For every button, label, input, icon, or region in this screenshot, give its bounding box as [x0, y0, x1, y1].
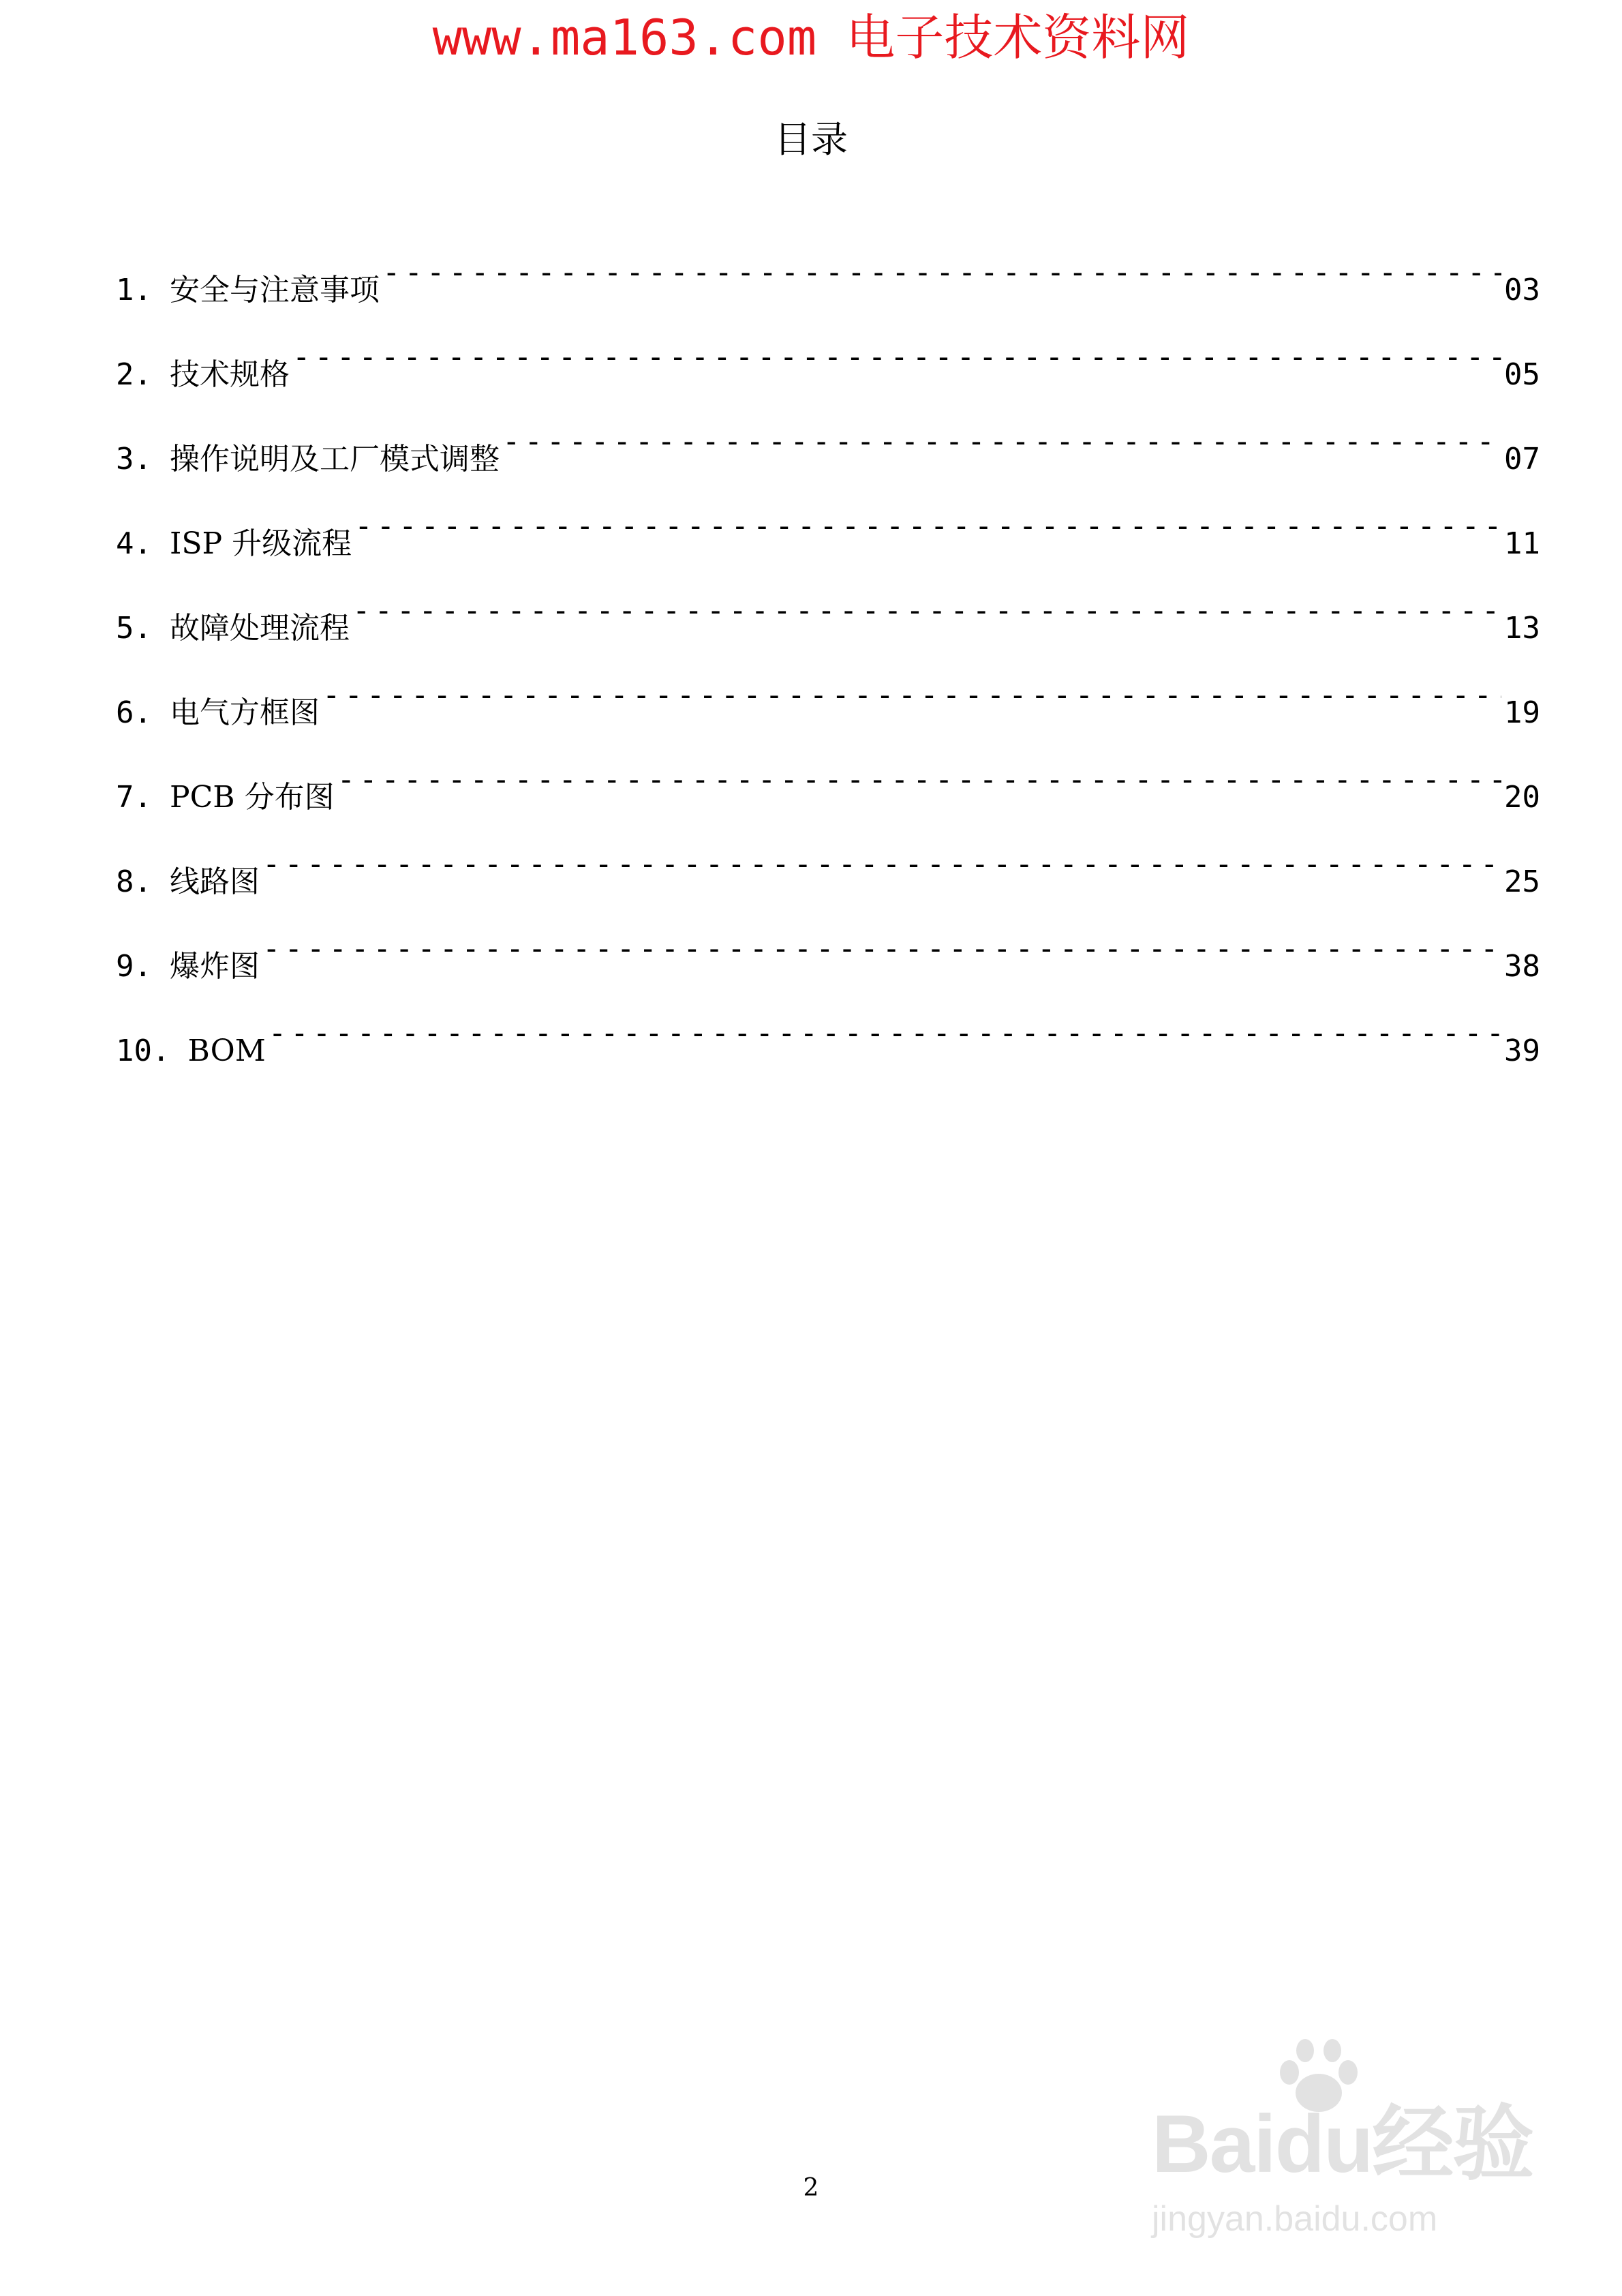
toc-entry[interactable]	[116, 330, 1540, 414]
toc-entry-label: 爆炸图	[169, 949, 260, 984]
watermark	[1138, 2038, 1574, 2243]
toc-dot-leader	[502, 414, 1501, 469]
toc-entry-label: 技术规格	[169, 357, 290, 392]
toc-entry-page: 39	[1504, 1033, 1540, 1068]
toc-dot-leader	[262, 837, 1501, 892]
toc-entry[interactable]	[116, 245, 1540, 330]
toc-entry-number: 6.	[116, 695, 152, 730]
toc-entry-number: 9.	[116, 949, 152, 984]
toc-entry-label: 故障处理流程	[169, 611, 350, 646]
toc-entry[interactable]	[116, 837, 1540, 922]
toc-entry[interactable]	[116, 1006, 1540, 1091]
toc-entry-number: 8.	[116, 864, 152, 899]
watermark-url: jingyan.baidu.com	[1152, 2199, 1438, 2239]
toc-entry-page: 20	[1504, 780, 1540, 815]
toc-dot-leader	[337, 753, 1501, 807]
toc-entry[interactable]	[116, 584, 1540, 668]
toc-dot-leader	[354, 499, 1501, 554]
toc-entry[interactable]	[116, 668, 1540, 753]
toc-entry-label: 线路图	[169, 864, 260, 899]
toc-entry-label: ISP 升级流程	[169, 526, 352, 561]
toc-entry-number: 3.	[116, 442, 152, 477]
table-of-contents	[116, 245, 1540, 1091]
toc-entry[interactable]	[116, 414, 1540, 499]
toc-entry-page: 38	[1504, 949, 1540, 984]
toc-entry-page: 05	[1504, 357, 1540, 392]
toc-entry-number: 4.	[116, 526, 152, 561]
toc-entry-label: 安全与注意事项	[169, 273, 380, 307]
page-number: 2	[803, 2174, 819, 2202]
toc-entry-label: BOM	[187, 1033, 266, 1068]
header-banner: www.ma163.com 电子技术资料网	[432, 9, 1190, 66]
toc-entry-page: 25	[1504, 864, 1540, 899]
toc-entry-number: 5.	[116, 611, 152, 646]
toc-entry-page: 13	[1504, 611, 1540, 646]
toc-entry-page: 03	[1504, 273, 1540, 307]
toc-entry-page: 19	[1504, 695, 1540, 730]
toc-entry-number: 7.	[116, 780, 152, 815]
toc-entry-page: 11	[1504, 526, 1540, 561]
watermark-brand: Baidu经验	[1152, 2098, 1533, 2190]
toc-entry-page: 07	[1504, 442, 1540, 477]
toc-entry-number: 10.	[116, 1033, 170, 1068]
toc-entry[interactable]	[116, 922, 1540, 1006]
toc-entry-label: PCB 分布图	[169, 780, 335, 815]
page-title: 目录	[774, 118, 848, 161]
toc-dot-leader	[352, 584, 1501, 638]
toc-entry-number: 2.	[116, 357, 152, 392]
toc-dot-leader	[382, 245, 1501, 300]
toc-entry-label: 电气方框图	[169, 695, 320, 730]
toc-entry[interactable]	[116, 499, 1540, 584]
toc-dot-leader	[322, 668, 1501, 723]
toc-entry-label: 操作说明及工厂模式调整	[169, 442, 500, 477]
toc-entry-number: 1.	[116, 273, 152, 307]
toc-dot-leader	[292, 330, 1501, 384]
toc-entry[interactable]	[116, 753, 1540, 837]
toc-dot-leader	[262, 922, 1501, 976]
toc-dot-leader	[269, 1006, 1501, 1061]
